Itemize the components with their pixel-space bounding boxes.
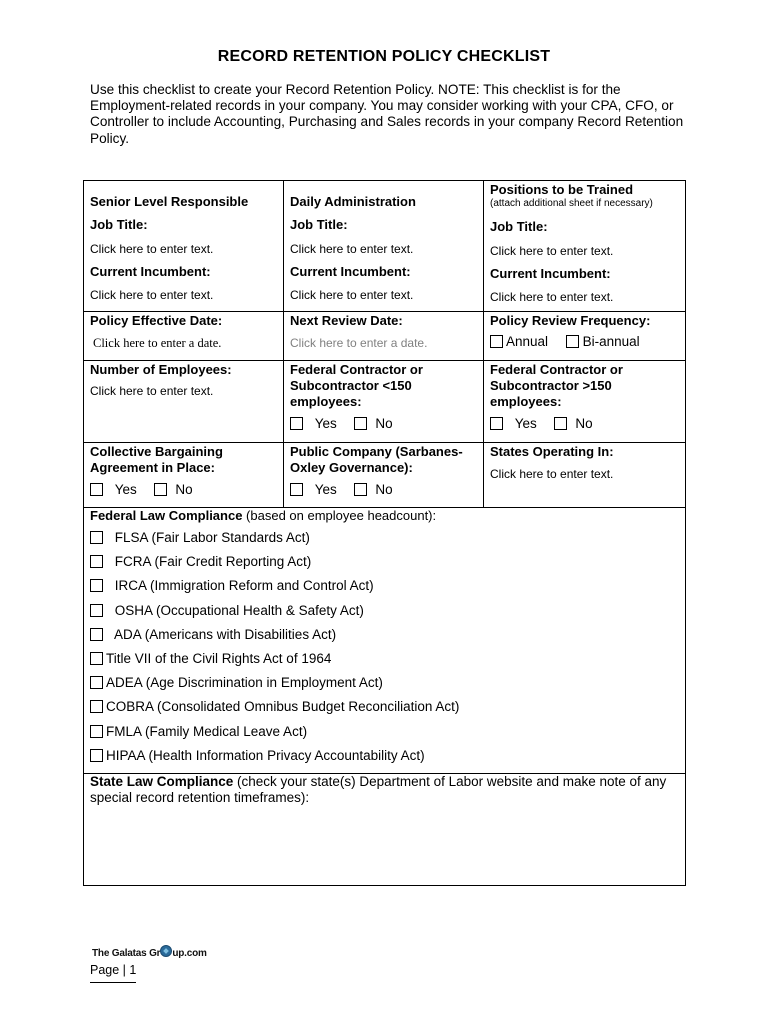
yes-label: Yes xyxy=(314,482,337,497)
logo-text-right: up.com xyxy=(172,948,207,959)
fed-gt150-yes-checkbox[interactable] xyxy=(490,417,503,430)
job-title-label: Job Title: xyxy=(290,217,348,232)
law-checkbox[interactable] xyxy=(90,700,103,713)
current-incumbent-label: Current Incumbent: xyxy=(490,266,611,281)
federal-law-label: Federal Law Compliance xyxy=(90,508,243,523)
fed-lt150-yes-checkbox[interactable] xyxy=(290,417,303,430)
law-label: OSHA (Occupational Health & Safety Act) xyxy=(111,602,364,618)
law-label: ADA (Americans with Disabilities Act) xyxy=(111,626,337,642)
law-label: HIPAA (Health Information Privacy Accountability Act) xyxy=(106,747,425,763)
senior-job-title-field[interactable]: Click here to enter text. xyxy=(90,242,214,256)
dates-row xyxy=(84,312,686,361)
law-checklist-item xyxy=(90,695,679,719)
federal-law-list xyxy=(90,526,679,768)
effective-date-cell xyxy=(84,312,284,361)
fed-contractor-lt150-cell xyxy=(284,361,484,443)
federal-law-heading xyxy=(90,508,679,524)
senior-level-heading: Senior Level Responsible xyxy=(90,194,249,209)
state-law-note: (check your state(s) Department of Labor website and make note of any special record retention timeframes): xyxy=(90,774,667,805)
law-checkbox[interactable] xyxy=(90,628,103,641)
yes-label: Yes xyxy=(514,416,537,431)
effective-date-label: Policy Effective Date: xyxy=(90,313,223,328)
roles-row xyxy=(84,181,686,312)
bargaining-options xyxy=(90,482,277,497)
law-checkbox[interactable] xyxy=(90,652,103,665)
state-law-label: State Law Compliance xyxy=(90,774,234,789)
job-title-label: Job Title: xyxy=(90,217,148,232)
states-operating-cell xyxy=(484,443,686,508)
bargaining-cell xyxy=(84,443,284,508)
admin-job-title-field[interactable]: Click here to enter text. xyxy=(290,242,414,256)
current-incumbent-label: Current Incumbent: xyxy=(90,264,211,279)
logo-text-left: The Galatas Gr xyxy=(92,948,161,959)
law-checklist-item xyxy=(90,623,679,647)
no-label: No xyxy=(575,416,593,431)
law-checkbox[interactable] xyxy=(90,555,103,568)
page-number: Page | 1 xyxy=(90,963,137,977)
law-label: ADEA (Age Discrimination in Employment Act) xyxy=(106,675,383,691)
law-checkbox[interactable] xyxy=(90,676,103,689)
fed-contractor-lt150-options xyxy=(290,416,477,431)
law-checklist-item xyxy=(90,647,679,671)
federal-law-cell xyxy=(84,508,686,774)
law-checklist-item xyxy=(90,720,679,744)
admin-incumbent-field[interactable]: Click here to enter text. xyxy=(290,288,414,302)
law-checklist-item xyxy=(90,744,679,768)
law-checklist-item xyxy=(90,599,679,623)
document-title: RECORD RETENTION POLICY CHECKLIST xyxy=(217,48,551,65)
review-frequency-label: Policy Review Frequency: xyxy=(490,313,651,328)
checklist-table xyxy=(83,180,686,886)
senior-incumbent-field[interactable]: Click here to enter text. xyxy=(90,288,214,302)
no-label: No xyxy=(175,482,193,497)
next-review-label: Next Review Date: xyxy=(290,313,403,328)
law-label: IRCA (Immigration Reform and Control Act) xyxy=(111,578,374,594)
senior-level-cell xyxy=(84,181,284,312)
law-checkbox[interactable] xyxy=(90,725,103,738)
law-checkbox[interactable] xyxy=(90,531,103,544)
intro-paragraph: Use this checklist to create your Record Retention Policy. NOTE: This checklist is for the Employment-related records in your company. You may consider working with your CPA, CFO, or Controller to include Accounting, Purchasing and Sales records in your company Record Retention Policy. xyxy=(90,82,684,146)
public-company-label: Public Company (Sarbanes-Oxley Governance): xyxy=(290,444,463,475)
public-no-checkbox[interactable] xyxy=(354,483,367,496)
effective-date-field[interactable]: Click here to enter a date. xyxy=(93,336,222,350)
federal-law-note: (based on employee headcount): xyxy=(242,508,437,523)
next-review-cell xyxy=(284,312,484,361)
review-frequency-options xyxy=(490,334,679,349)
current-incumbent-label: Current Incumbent: xyxy=(290,264,411,279)
trained-job-title-field[interactable]: Click here to enter text. xyxy=(490,244,614,258)
yes-label: Yes xyxy=(114,482,137,497)
job-title-label: Job Title: xyxy=(490,219,548,234)
law-checklist-item xyxy=(90,526,679,550)
employee-count-label: Number of Employees: xyxy=(90,362,232,377)
bargaining-yes-checkbox[interactable] xyxy=(90,483,103,496)
law-checkbox[interactable] xyxy=(90,604,103,617)
employee-count-field[interactable]: Click here to enter text. xyxy=(90,384,214,398)
daily-admin-heading: Daily Administration xyxy=(290,194,416,209)
fed-contractor-lt150-label: Federal Contractor or Subcontractor <150 employees: xyxy=(290,362,423,409)
law-checkbox[interactable] xyxy=(90,579,103,592)
fed-lt150-no-checkbox[interactable] xyxy=(354,417,367,430)
states-operating-field[interactable]: Click here to enter text. xyxy=(490,467,614,481)
yes-label: Yes xyxy=(314,416,337,431)
states-operating-label: States Operating In: xyxy=(490,444,614,459)
positions-trained-heading: Positions to be Trained xyxy=(490,182,634,197)
annual-checkbox[interactable] xyxy=(490,335,503,348)
state-law-text xyxy=(90,774,679,806)
daily-admin-cell xyxy=(284,181,484,312)
law-checklist-item xyxy=(90,671,679,695)
public-company-cell xyxy=(284,443,484,508)
law-checklist-item xyxy=(90,550,679,574)
positions-trained-note: (attach additional sheet if necessary) xyxy=(490,198,653,209)
page-number-rule xyxy=(90,982,136,983)
next-review-field[interactable]: Click here to enter a date. xyxy=(290,336,428,350)
biannual-checkbox[interactable] xyxy=(566,335,579,348)
employee-count-cell xyxy=(84,361,284,443)
law-label: FCRA (Fair Credit Reporting Act) xyxy=(111,554,312,570)
no-label: No xyxy=(375,482,393,497)
state-law-cell xyxy=(84,774,686,886)
public-yes-checkbox[interactable] xyxy=(290,483,303,496)
law-label: FMLA (Family Medical Leave Act) xyxy=(106,723,308,739)
fed-contractor-gt150-options xyxy=(490,416,679,431)
fed-gt150-no-checkbox[interactable] xyxy=(554,417,567,430)
law-checklist-item xyxy=(90,574,679,598)
bargaining-no-checkbox[interactable] xyxy=(154,483,167,496)
governance-row xyxy=(84,443,686,508)
public-company-options xyxy=(290,482,477,497)
positions-trained-cell xyxy=(484,181,686,312)
biannual-option-label: Bi-annual xyxy=(582,334,640,349)
annual-option-label: Annual xyxy=(506,334,549,349)
law-label: FLSA (Fair Labor Standards Act) xyxy=(111,530,310,545)
law-checkbox[interactable] xyxy=(90,749,103,762)
bargaining-label: Collective Bargaining Agreement in Place: xyxy=(90,444,223,475)
fed-contractor-gt150-label: Federal Contractor or Subcontractor >150 employees: xyxy=(490,362,623,409)
employees-row xyxy=(84,361,686,443)
trained-incumbent-field[interactable]: Click here to enter text. xyxy=(490,290,614,304)
review-frequency-cell xyxy=(484,312,686,361)
state-law-row xyxy=(84,774,686,886)
galatas-group-logo xyxy=(92,945,207,959)
federal-law-row xyxy=(84,508,686,774)
law-label: COBRA (Consolidated Omnibus Budget Reconciliation Act) xyxy=(106,699,460,715)
fed-contractor-gt150-cell xyxy=(484,361,686,443)
no-label: No xyxy=(375,416,393,431)
law-label: Title VII of the Civil Rights Act of 1964 xyxy=(106,650,332,666)
globe-icon xyxy=(160,945,172,957)
